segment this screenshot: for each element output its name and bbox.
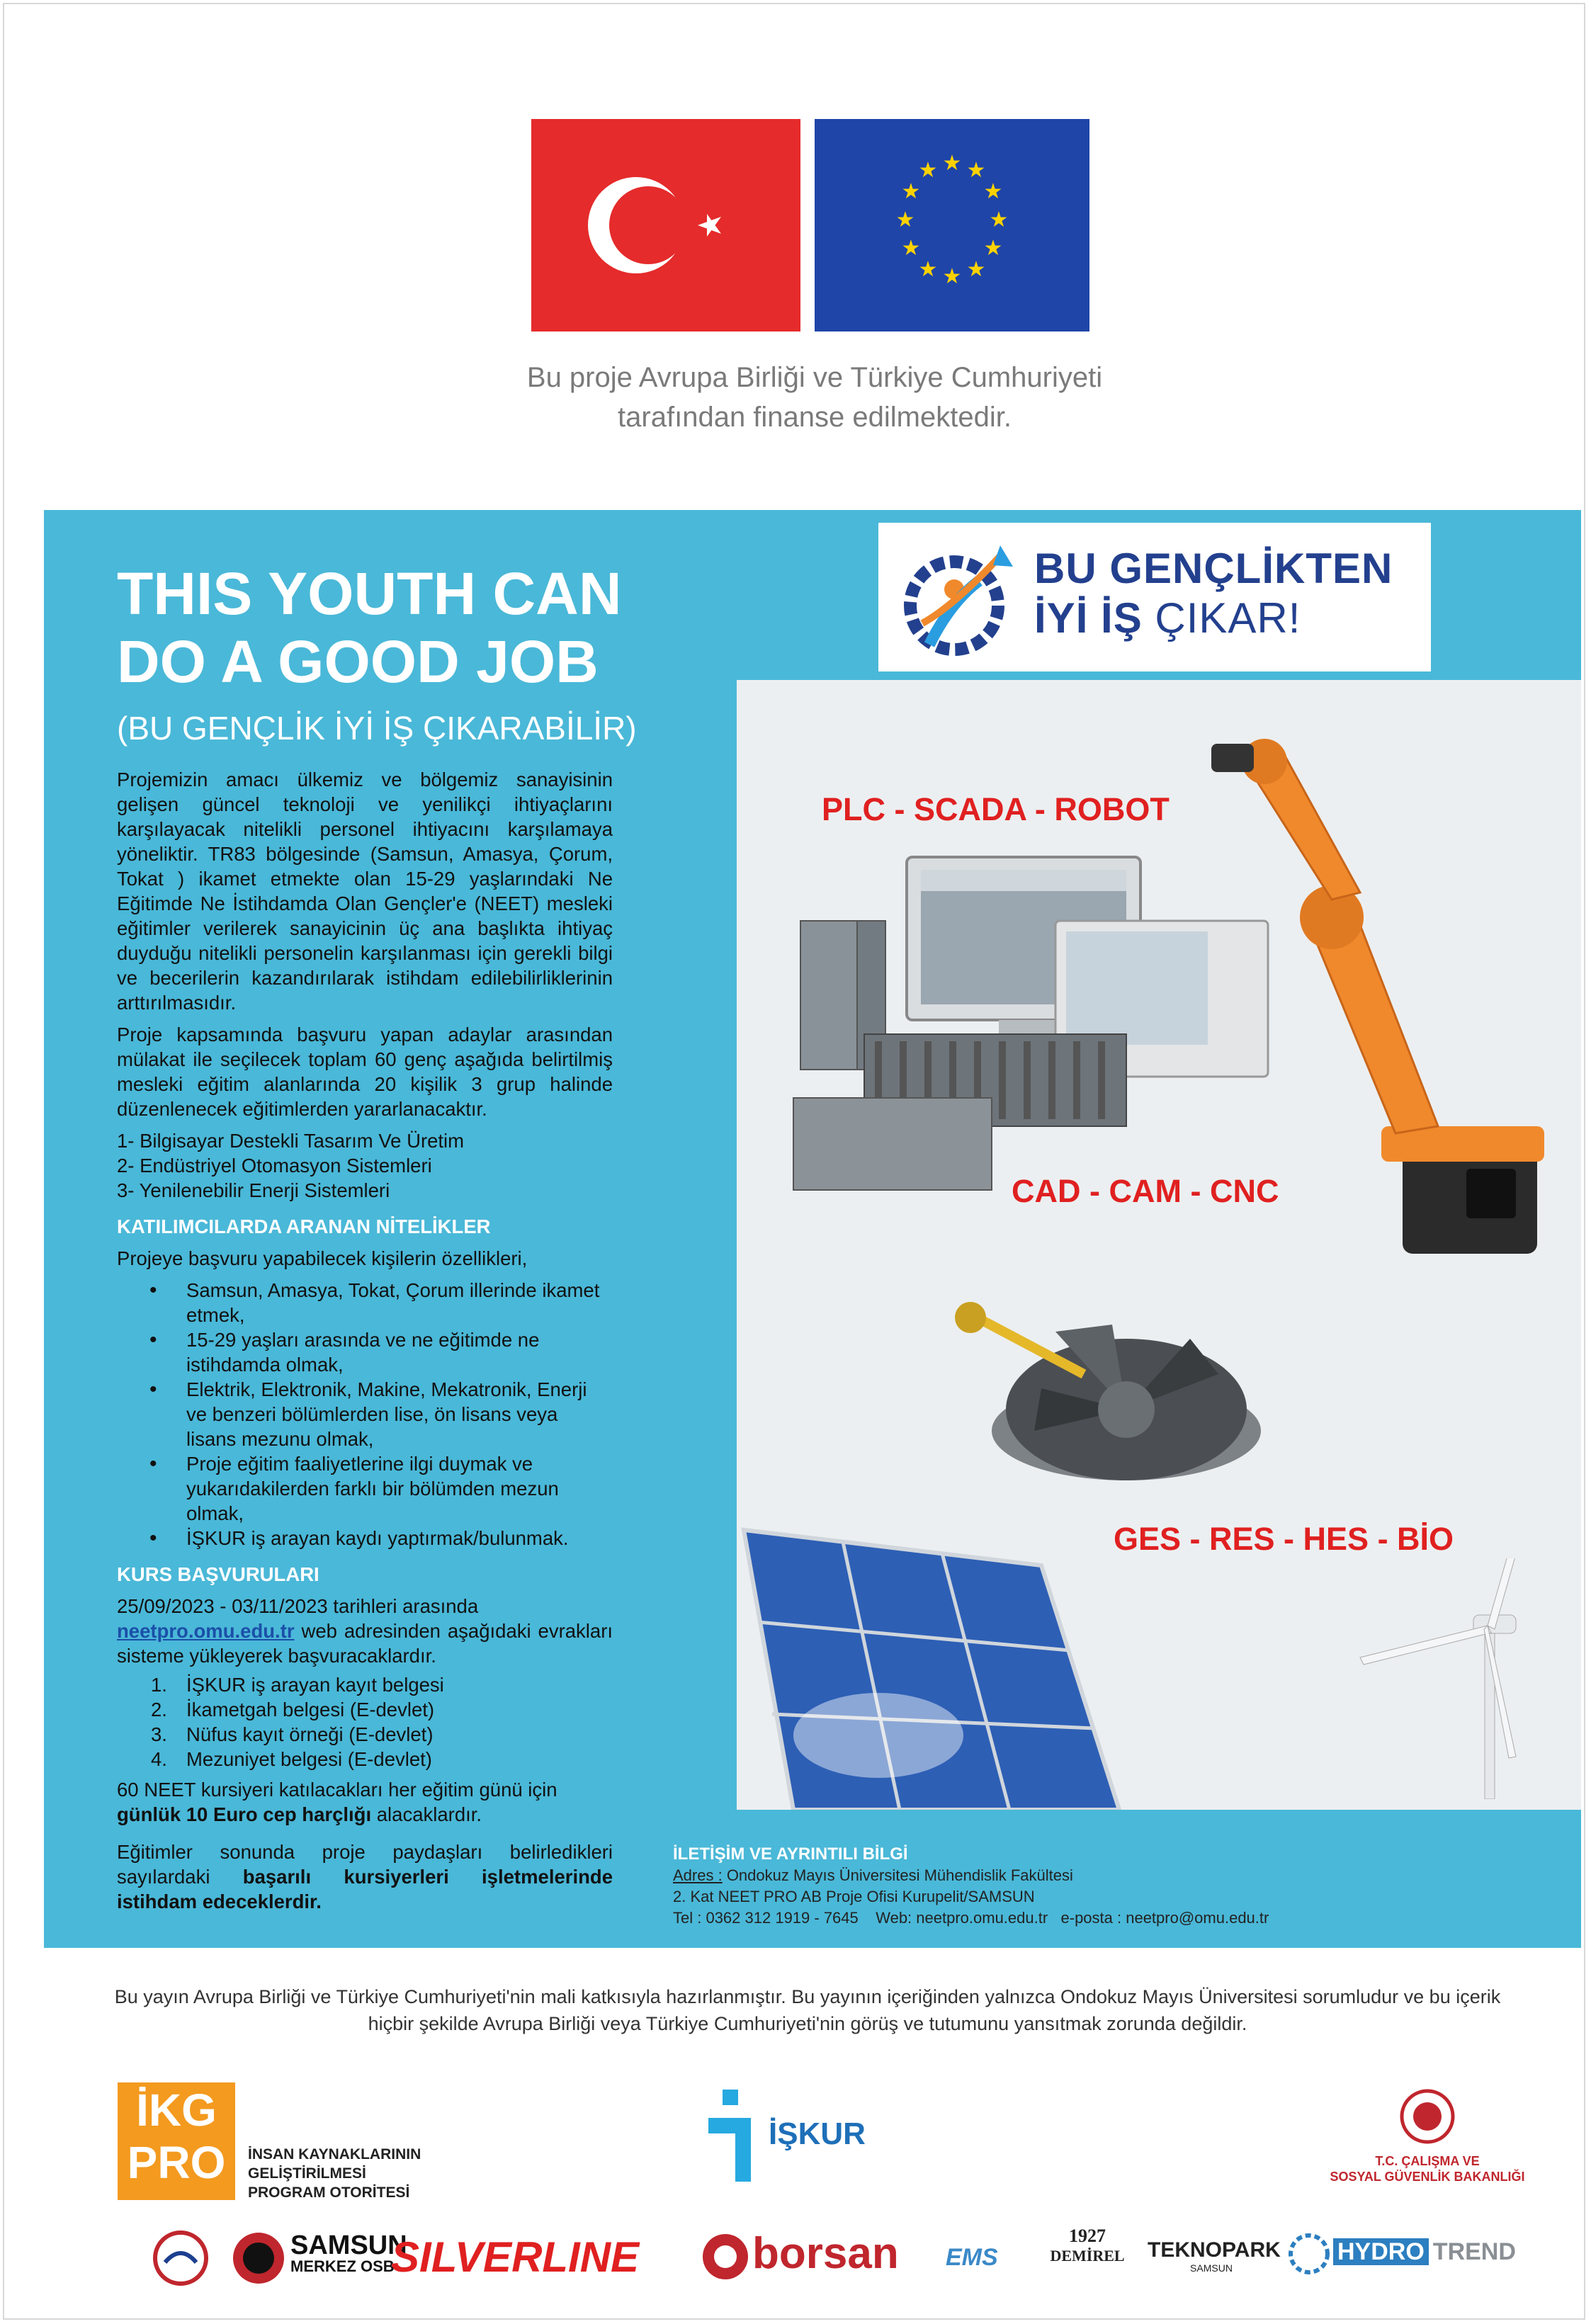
trend-text: TREND — [1432, 2238, 1516, 2265]
list-item — [151, 1747, 613, 1772]
svg-text:★: ★ — [942, 264, 962, 289]
project-logo — [878, 523, 1431, 671]
applications-heading: KURS BAŞVURULARI — [117, 1563, 319, 1585]
eu-flag-icon — [815, 119, 1089, 331]
ikg-bottom: PRO — [127, 2137, 226, 2188]
contact-info — [673, 1844, 1381, 1929]
svg-text:★: ★ — [901, 236, 921, 261]
list-number: 2. — [151, 1699, 167, 1721]
sponsor-logos — [0, 2068, 1591, 2309]
samsun-osb-line-1: SAMSUN — [290, 2231, 407, 2260]
qualifications-heading: KATILIMCILARDA ARANAN NİTELİKLER — [117, 1215, 491, 1237]
gear-person-icon — [894, 538, 1029, 659]
list-text: İŞKUR iş arayan kayıt belgesi — [186, 1674, 444, 1696]
cad-label: CAD - CAM - CNC — [1012, 1173, 1279, 1209]
list-item — [151, 1697, 613, 1722]
list-item — [151, 1672, 613, 1697]
svg-text:★: ★ — [983, 179, 1003, 204]
borsan-icon — [701, 2233, 749, 2281]
employment-paragraph — [117, 1840, 613, 1914]
svg-text:★: ★ — [966, 158, 986, 183]
turkey-flag-icon — [531, 119, 800, 331]
address-label: Adres : — [673, 1866, 723, 1884]
project-logo-text — [1034, 544, 1393, 643]
address-line-1: Ondokuz Mayıs Üniversitesi Mühendislik Fakültesi — [722, 1866, 1073, 1884]
logo-line-2-rest: ÇIKAR! — [1142, 594, 1301, 642]
cnc-impeller-illustration — [949, 1268, 1275, 1495]
training-areas — [117, 1128, 613, 1203]
samsun-osb-line-2: MERKEZ OSB — [290, 2257, 395, 2275]
logo-line-2 — [1034, 594, 1393, 643]
application-site-link[interactable]: neetpro.omu.edu.tr — [117, 1620, 295, 1642]
svg-text:★: ★ — [918, 158, 938, 183]
ministry-seal-icon — [1399, 2088, 1456, 2145]
ges-label: GES - RES - HES - BİO — [1114, 1521, 1454, 1557]
demirel-name: DEMİREL — [1050, 2247, 1125, 2265]
samsun-osb-icon — [230, 2230, 287, 2286]
scope-paragraph: Proje kapsamında başvuru yapan adaylar arasından mülakat ile seçilecek toplam 60 genç aşağıda belirtilmiş mesleki eğitim alanlarında 20 kişilik 3 grup halinde düzenlenecek eğitimlerden yararlanacaktır. — [117, 1024, 613, 1120]
svg-text:★: ★ — [901, 179, 921, 204]
funding-note — [425, 358, 1204, 437]
svg-text:★: ★ — [983, 236, 1003, 261]
demirel-year: 1927 — [1069, 2226, 1106, 2246]
title-line-1: THIS YOUTH CAN — [117, 560, 622, 627]
funding-line-1: Bu proje Avrupa Birliği ve Türkiye Cumhuriyeti — [526, 362, 1103, 393]
application-site-rest: web adresinden aşağıdaki evrakları sisteme yükleyerek başvuracaklardır. — [117, 1620, 613, 1667]
svg-text:★: ★ — [966, 257, 986, 282]
list-item — [151, 1722, 613, 1747]
employment-bold: başarılı kursiyerleri işletmelerinde istihdam edeceklerdir. — [117, 1866, 613, 1912]
borsan-logo: borsan — [752, 2229, 899, 2278]
svg-text:★: ★ — [942, 151, 962, 176]
list-text: Nüfus kayıt örneği (E-devlet) — [186, 1723, 434, 1745]
ikg-top: İKG — [136, 2085, 217, 2136]
iskur-icon — [708, 2090, 765, 2182]
hydrotrend-logo — [1333, 2238, 1516, 2266]
training-area-1: 1- Bilgisayar Destekli Tasarım Ve Üretim — [117, 1130, 465, 1152]
contact-address-1 — [673, 1865, 1381, 1886]
ministry-text — [1310, 2153, 1544, 2184]
stipend-bold: günlük 10 Euro cep harçlığı — [117, 1803, 372, 1825]
ikg-caption-3: PROGRAM OTORİTESİ — [248, 2184, 410, 2201]
demirel-logo — [1045, 2226, 1130, 2265]
stipend-post: alacaklardır. — [371, 1803, 482, 1825]
ministry-line-1: T.C. ÇALIŞMA VE — [1375, 2154, 1480, 2168]
list-number: 1. — [151, 1674, 167, 1696]
plc-label: PLC - SCADA - ROBOT — [822, 791, 1170, 827]
list-item: • 15-29 yaşları arasında ve ne eğitimde ne istihdamda olmak, — [186, 1327, 613, 1377]
svg-text:★: ★ — [895, 208, 915, 232]
list-number: 4. — [151, 1748, 167, 1770]
qualifications-list — [117, 1278, 613, 1551]
silverline-logo: SILVERLINE — [391, 2233, 640, 2281]
documents-list — [117, 1672, 613, 1772]
list-text: Mezuniyet belgesi (E-devlet) — [186, 1748, 432, 1770]
disclaimer: Bu yayın Avrupa Birliği ve Türkiye Cumhuriyeti'nin mali katkısıyla hazırlanmıştır. Bu yayının içeriğinden yalnızca Ondokuz Mayıs Üniversitesi sorumludur ve bu içerik hiçbir şekilde Avrupa Birliği veya Türkiye Cumhuriyeti'nin görüş ve tutumunu yansıtmak zorunda değildir. — [114, 1986, 1501, 2034]
funding-line-2: tarafından finanse edilmektedir. — [618, 402, 1012, 433]
application-dates: 25/09/2023 - 03/11/2023 tarihleri arasında — [117, 1595, 479, 1617]
ikg-caption-1: İNSAN KAYNAKLARININ — [248, 2146, 421, 2163]
list-item: • İŞKUR iş arayan kaydı yaptırmak/bulunmak. — [186, 1526, 613, 1551]
municipality-logo-icon — [152, 2230, 209, 2286]
contact-details: Tel : 0362 312 1919 - 7645 Web: neetpro.omu.edu.tr e-posta : neetpro@omu.edu.tr — [673, 1909, 1269, 1927]
training-area-3: 3- Yenilenebilir Enerji Sistemleri — [117, 1179, 390, 1201]
teknopark-logo — [1148, 2238, 1281, 2274]
list-item: • Proje eğitim faaliyetlerine ilgi duymak ve yukarıdakilerden farklı bir bölümden mezun olmak, — [186, 1451, 613, 1526]
ikg-caption — [248, 2145, 421, 2202]
wind-turbine-illustration — [1346, 1558, 1573, 1799]
ems-logo: EMS — [946, 2244, 998, 2271]
contact-title: İLETİŞİM VE AYRINTILI BİLGİ — [673, 1844, 908, 1864]
solar-panel-illustration — [737, 1523, 1133, 1810]
hydro-text: HYDRO — [1333, 2238, 1429, 2265]
page-title — [117, 560, 698, 696]
employment-pre: Eğitimler sonunda proje paydaşları belirledikleri sayılardaki — [117, 1841, 613, 1888]
svg-text:★: ★ — [989, 208, 1009, 232]
flags — [531, 119, 1089, 331]
body-text — [117, 767, 613, 1921]
svg-text:★: ★ — [918, 257, 938, 282]
list-item: • Elektrik, Elektronik, Makine, Mekatronik, Enerji ve benzeri bölümlerden lise, ön lisans veya lisans mezunu olmak, — [186, 1377, 613, 1451]
teknopark-name: TEKNOPARK — [1148, 2238, 1281, 2262]
contact-address-2: 2. Kat NEET PRO AB Proje Ofisi Kurupelit/SAMSUN — [673, 1888, 1035, 1905]
iskur-text: İŞKUR — [769, 2116, 866, 2151]
robot-arm-illustration — [1197, 730, 1565, 1268]
intro-paragraph: Projemizin amacı ülkemiz ve bölgemiz sanayisinin gelişen güncel teknoloji ve yenilikçi ihtiyaçlarını karşılayacak nitelikli personel ihtiyacını karşılamaya yöneliktir. TR83 bölgesinde (Samsun, Amasya, Çorum, Tokat ) ikamet etmekte olan 15-29 yaşlarındaki Ne Eğitimde Ne İstihdamda Olan Gençler'e (NEET) mesleki eğitimler verilerek sanayicinin üç ana başlıkta ihtiyaç duyduğu nitelikli personelin karşılanması için gerekli bilgi ve becerilerin kazandırılarak istihdam edilebilirliklerinin arttırılmasıdır. — [117, 769, 613, 1014]
teknopark-sub: SAMSUN — [1190, 2262, 1233, 2274]
training-area-2: 2- Endüstriyel Otomasyon Sistemleri — [117, 1155, 432, 1177]
logo-line-1: BU GENÇLİKTEN — [1034, 545, 1393, 592]
list-item: • Samsun, Amasya, Tokat, Çorum illerinde ikamet etmek, — [186, 1278, 613, 1327]
title-line-2: DO A GOOD JOB — [117, 628, 599, 695]
samsun-osb-text — [290, 2233, 407, 2275]
list-number: 3. — [151, 1723, 167, 1745]
ikg-caption-2: GELİŞTİRİLMESİ — [248, 2165, 366, 2182]
page-subtitle: (BU GENÇLİK İYİ İŞ ÇIKARABİLİR) — [117, 710, 637, 747]
list-text: İkametgah belgesi (E-devlet) — [186, 1699, 435, 1721]
ministry-line-2: SOSYAL GÜVENLİK BAKANLIĞI — [1330, 2170, 1525, 2184]
ikg-pro-logo — [118, 2082, 235, 2200]
stipend-paragraph — [117, 1777, 613, 1827]
hydrotrend-icon — [1288, 2233, 1330, 2275]
qualifications-lead: Projeye başvuru yapabilecek kişilerin özellikleri, — [117, 1247, 528, 1269]
application-site-paragraph — [117, 1619, 613, 1668]
stipend-pre: 60 NEET kursiyeri katılacakları her eğitim günü için — [117, 1779, 557, 1801]
logo-line-2-bold: İYİ İŞ — [1034, 594, 1143, 642]
